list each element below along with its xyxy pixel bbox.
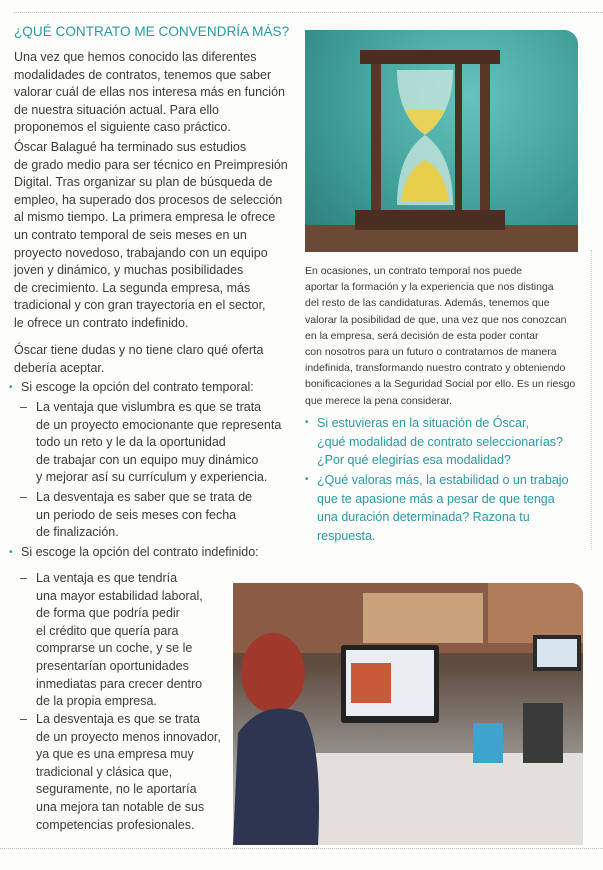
- bottom-divider: [0, 848, 603, 849]
- sidebar-text: En ocasiones, un contrato temporal nos puede aportar la formación y la experiencia que nos distinga del resto de las candidaturas. Además, tenemos que valorar la posibilidad de que, una vez que nos conozcan en la empresa, será decisión de esta poder contar con nosotros para un futuro o contratarnos de manera indefinida, transformando nuestro contrato y obteniendo bonificaciones a la Seguridad Social por ello. Es un riesgo que merece la pena considerar.: [305, 265, 576, 407]
- option-indefinido-disadvantage: [14, 711, 221, 834]
- option-indefinido-advantage: [14, 570, 203, 711]
- point-text: La desventaja es saber que se trata de un periodo de seis meses con fecha de finalización.: [36, 490, 253, 540]
- option-temporal-title: • Si escoge la opción del contrato temporal:: [9, 379, 254, 397]
- case-paragraph: Óscar Balagué ha terminado sus estudios de grado medio para ser técnico en Preimpresión Digital. Tras organizar su plan de búsqueda de empleo, ha superado dos procesos de selección al mismo tiempo. La primera empresa le ofrece un contrato temporal de seis meses en un proyecto novedoso, trabajando con un equipo joven y dinámico, y muchas posibilidades de crecimiento. La segunda empresa, más tradicional y con gran trayectoria en el sector, le ofrece un contrato indefinido.: [14, 140, 288, 330]
- question-item: • ¿Qué valoras más, la estabilidad o un trabajo que te apasione más a pesar de que tenga una duración determinada? Razona tu respuesta.: [305, 471, 569, 545]
- right-divider: [591, 250, 592, 550]
- dash-marker: –: [20, 571, 27, 585]
- top-divider: [14, 12, 603, 13]
- option-temporal-advantage: [14, 399, 281, 487]
- hourglass-photo: [305, 30, 578, 252]
- question-item: • Si estuvieras en la situación de Óscar, ¿qué modalidad de contrato seleccionarías? ¿Por qué elegirías esa modalidad?: [305, 414, 563, 470]
- office-illustration: [233, 583, 583, 845]
- section-heading: ¿QUÉ CONTRATO ME CONVENDRÍA MÁS?: [14, 24, 290, 39]
- hourglass-illustration: [305, 30, 578, 252]
- point-text: La ventaja que vislumbra es que se trata de un proyecto emocionante que representa todo un reto y le da la oportunidad de trabajar con un equipo muy dinámico y mejorar así su currículum y experiencia.: [36, 400, 282, 485]
- intro-paragraph: Una vez que hemos conocido las diferentes modalidades de contratos, tenemos que saber valorar cuál de ellas nos interesa más en función de nuestra situación actual. Para ello proponemos el siguiente caso práctico.: [14, 50, 285, 135]
- option-temporal-disadvantage: [14, 489, 252, 542]
- dash-marker: –: [20, 490, 27, 504]
- option-indefinido-title: • Si escoge la opción del contrato indefinido:: [9, 544, 259, 562]
- doubt-paragraph: Óscar tiene dudas y no tiene claro qué oferta debería aceptar.: [14, 343, 264, 375]
- point-text: La desventaja es que se trata de un proyecto menos innovador, ya que es una empresa muy tradicional y clásica que, seguramente, no le aportaría una mejora tan notable de sus competencias profesionales.: [36, 712, 221, 832]
- point-text: La ventaja es que tendría una mayor estabilidad laboral, de forma que podría pedir el crédito que quería para comprarse un coche, y se le presentarían oportunidades inmediatas para crecer dentro de la propia empresa.: [36, 571, 203, 709]
- office-photo: [233, 583, 583, 845]
- dash-marker: –: [20, 400, 27, 414]
- dash-marker: –: [20, 712, 27, 726]
